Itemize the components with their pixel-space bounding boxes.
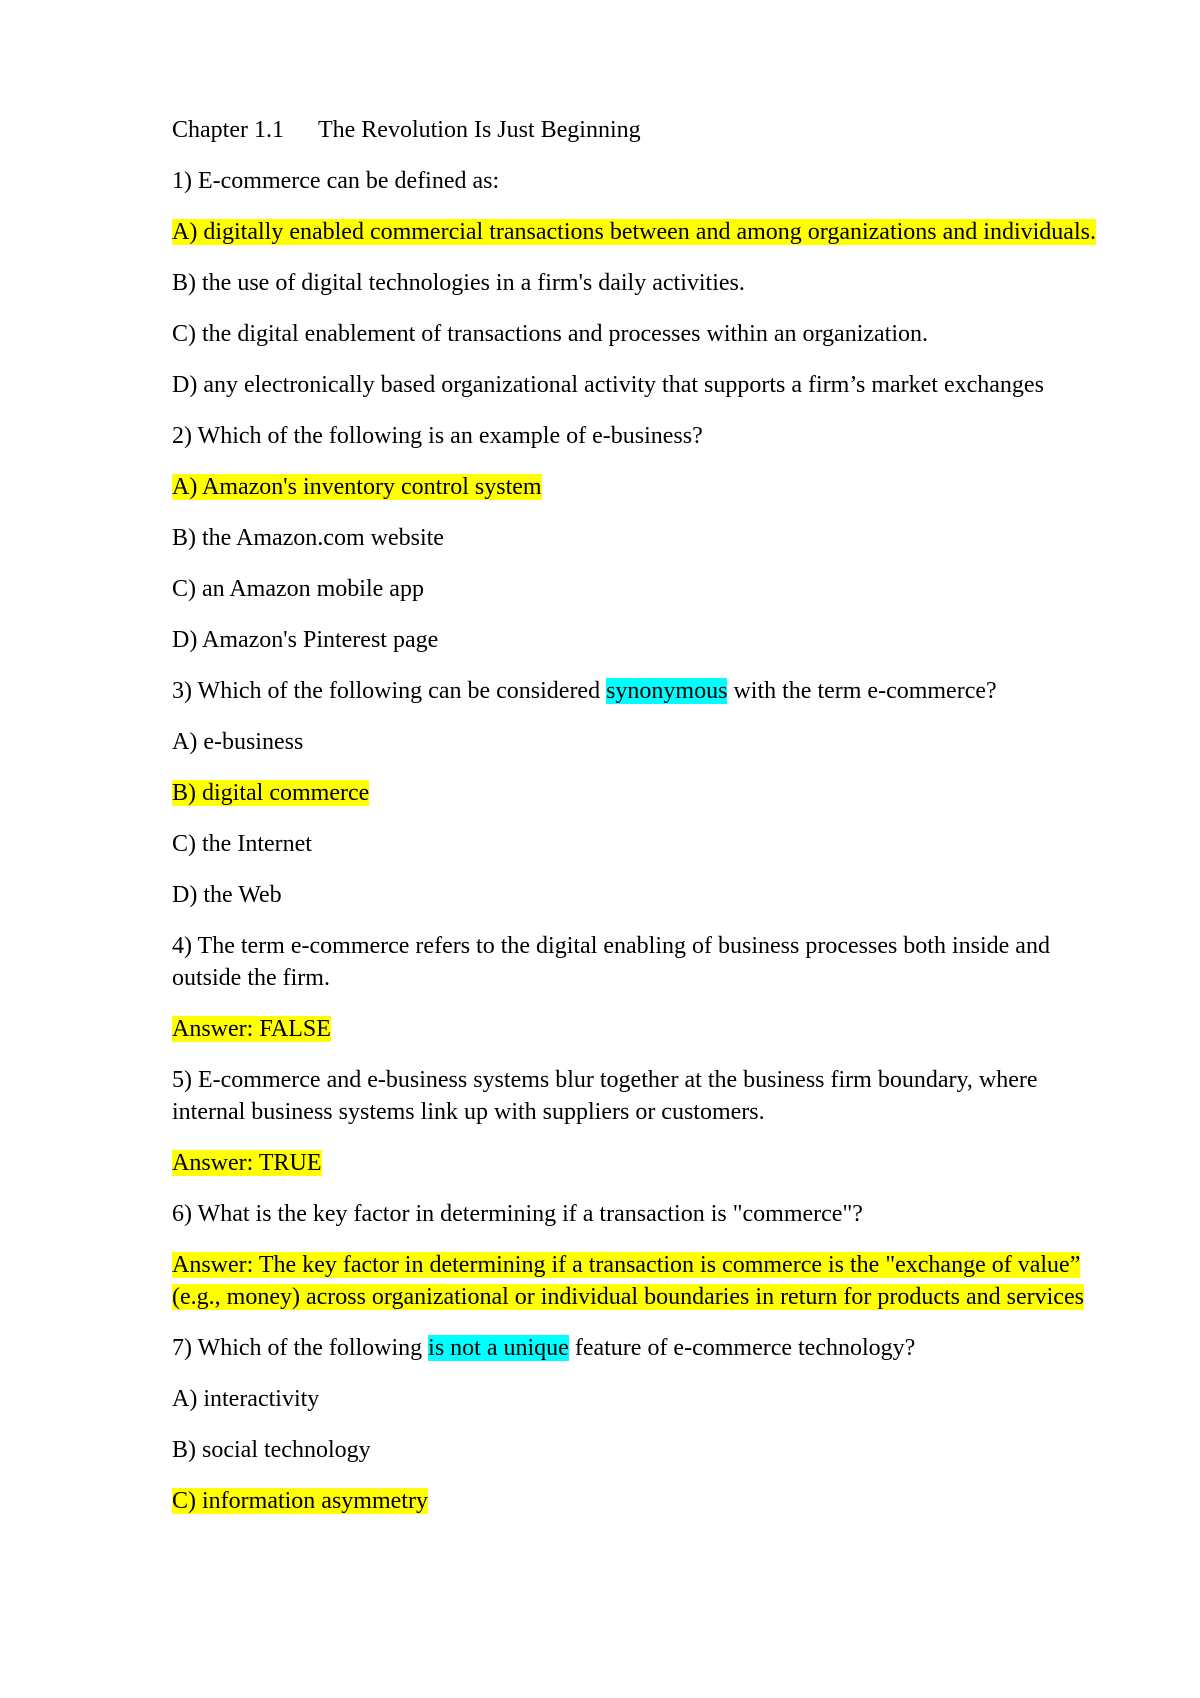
correct-answer-highlight: Answer: TRUE: [172, 1150, 322, 1176]
keyword-highlight: is not a unique: [428, 1335, 569, 1361]
chapter-number: Chapter 1.1: [172, 117, 284, 143]
question-3-option-a: A) e-business: [172, 729, 304, 755]
question-7-stem-start: 7) Which of the following: [172, 1335, 429, 1361]
question-5-stem: 5) E-commerce and e-business systems blur together at the business firm boundary, where internal business systems link up with suppliers or customers.: [172, 1067, 1038, 1125]
question-1-option-a: [172, 216, 1102, 248]
chapter-heading: [172, 114, 1102, 146]
question-6-stem: 6) What is the key factor in determining if a transaction is "commerce"?: [172, 1201, 863, 1227]
question-4-answer: [172, 1013, 1102, 1045]
question-3-option-d: D) the Web: [172, 882, 282, 908]
question-7-option-a: A) interactivity: [172, 1386, 320, 1412]
question-1-option-d: D) any electronically based organizational activity that supports a firm’s market exchanges: [172, 372, 1044, 398]
question-1-option-b: B) the use of digital technologies in a firm's daily activities.: [172, 270, 745, 296]
question-1-option-c: C) the digital enablement of transactions and processes within an organization.: [172, 321, 929, 347]
question-3-option-c: C) the Internet: [172, 831, 312, 857]
correct-answer-highlight: A) digitally enabled commercial transactions between and among organizations and individuals.: [172, 219, 1096, 245]
question-3-stem-end: with the term e-commerce?: [727, 678, 997, 704]
question-7-option-c: [172, 1485, 1102, 1517]
correct-answer-highlight: A) Amazon's inventory control system: [172, 474, 542, 500]
question-2-option-a: [172, 471, 1102, 503]
question-5-answer: [172, 1147, 1102, 1179]
correct-answer-highlight: B) digital commerce: [172, 780, 370, 806]
question-6-answer: [172, 1249, 1102, 1313]
question-7-stem: [172, 1332, 1102, 1364]
question-2-option-c: C) an Amazon mobile app: [172, 576, 424, 602]
question-3-stem-start: 3) Which of the following can be considered: [172, 678, 607, 704]
correct-answer-highlight: C) information asymmetry: [172, 1488, 428, 1514]
question-3-option-b: [172, 777, 1102, 809]
question-2-option-b: B) the Amazon.com website: [172, 525, 444, 551]
question-2-stem: 2) Which of the following is an example of e-business?: [172, 423, 703, 449]
correct-answer-highlight: Answer: The key factor in determining if a transaction is commerce is the "exchange of value” (e.g., money) across organizational or individual boundaries in return for products and services: [172, 1252, 1084, 1310]
question-7-option-b: B) social technology: [172, 1437, 371, 1463]
keyword-highlight: synonymous: [606, 678, 728, 704]
chapter-title: The Revolution Is Just Beginning: [317, 117, 641, 143]
document-page: [172, 114, 1102, 1536]
question-7-stem-end: feature of e-commerce technology?: [568, 1335, 916, 1361]
question-1-stem: 1) E-commerce can be defined as:: [172, 168, 500, 194]
question-4-stem: 4) The term e-commerce refers to the digital enabling of business processes both inside and outside the firm.: [172, 933, 1050, 991]
correct-answer-highlight: Answer: FALSE: [172, 1016, 331, 1042]
question-3-stem: [172, 675, 1102, 707]
question-2-option-d: D) Amazon's Pinterest page: [172, 627, 439, 653]
